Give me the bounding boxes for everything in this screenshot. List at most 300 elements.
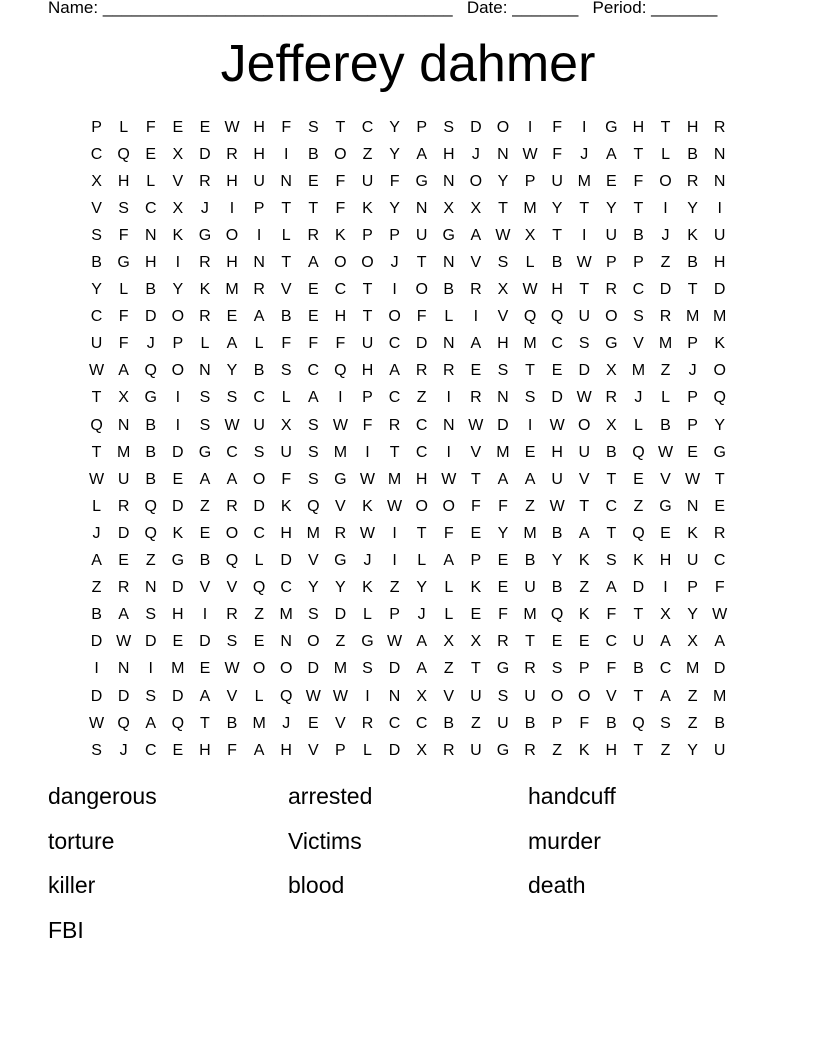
grid-letter: H [144, 254, 157, 272]
grid-letter: M [523, 335, 537, 353]
grid-letter: O [171, 362, 185, 380]
grid-letter: K [362, 579, 373, 597]
grid-letter: Q [632, 524, 645, 542]
grid-letter: E [307, 172, 319, 190]
grid-letter: A [660, 687, 671, 705]
grid-letter: W [359, 470, 376, 488]
grid-letter: Y [389, 199, 400, 217]
grid-letter: I [446, 443, 451, 461]
grid-letter: H [253, 118, 265, 136]
grid-letter: J [471, 145, 480, 163]
grid-letter: G [144, 389, 157, 407]
grid-letter: U [361, 335, 374, 353]
grid-letter: Q [550, 308, 564, 326]
grid-letter: A [91, 552, 102, 570]
grid-letter: M [333, 443, 348, 461]
grid-letter: T [633, 145, 644, 163]
grid-letter: R [524, 660, 536, 678]
grid-letter: X [172, 145, 184, 163]
grid-letter: F [552, 118, 563, 136]
grid-letter: E [551, 633, 563, 651]
grid-letter: X [687, 633, 698, 651]
grid-letter: C [415, 714, 428, 732]
grid-letter: T [200, 714, 210, 732]
grid-letter: D [117, 687, 130, 705]
grid-letter: Z [470, 714, 481, 732]
grid-letter: W [441, 470, 457, 488]
grid-letter: E [660, 524, 671, 542]
grid-letter: E [253, 633, 265, 651]
grid-letter: A [605, 579, 617, 597]
grid-letter: C [605, 633, 618, 651]
grid-letter: D [388, 741, 401, 759]
grid-letter: T [416, 524, 427, 542]
date-blank: _______ [512, 0, 579, 17]
grid-letter: V [578, 470, 590, 488]
grid-letter: S [253, 443, 265, 461]
grid-letter: N [442, 416, 455, 434]
grid-letter: T [633, 687, 644, 705]
grid-letter: M [523, 524, 537, 542]
grid-letter: Q [144, 524, 157, 542]
grid-letter: G [496, 660, 510, 678]
grid-letter: Y [91, 281, 102, 299]
grid-letter: O [334, 254, 347, 272]
grid-letter: T [525, 362, 535, 380]
grid-letter: F [335, 335, 346, 353]
grid-letter: W [224, 660, 240, 678]
grid-letter: T [687, 281, 698, 299]
grid-letter: E [524, 443, 536, 461]
grid-letter: B [551, 524, 563, 542]
grid-letter: E [605, 172, 617, 190]
grid-letter: W [359, 524, 376, 542]
grid-letter: J [92, 524, 101, 542]
grid-letter: E [307, 714, 319, 732]
grid-letter: I [256, 226, 262, 244]
grid-letter: M [658, 335, 673, 353]
grid-letter: U [632, 633, 645, 651]
grid-letter: E [118, 552, 129, 570]
grid-letter: E [172, 118, 184, 136]
grid-letter: M [306, 524, 320, 542]
word-bank-item: handcuff [528, 783, 616, 809]
grid-letter: H [713, 254, 726, 272]
grid-letter: U [117, 470, 130, 488]
grid-letter: P [253, 199, 265, 217]
grid-letter: T [91, 389, 102, 407]
grid-letter: X [91, 172, 102, 190]
grid-letter: S [199, 416, 211, 434]
grid-letter: B [443, 281, 455, 299]
grid-letter: R [659, 308, 672, 326]
period-blank: _______ [651, 0, 718, 17]
grid-letter: C [605, 497, 618, 515]
grid-letter: G [605, 335, 618, 353]
grid-letter: O [442, 497, 455, 515]
grid-letter: H [253, 145, 265, 163]
word-bank-item: arrested [288, 783, 373, 809]
grid-letter: A [253, 308, 265, 326]
grid-letter: Z [579, 579, 590, 597]
name-blank: _____________________________________ [102, 0, 453, 17]
grid-letter: M [333, 660, 348, 678]
grid-letter: G [171, 552, 185, 570]
grid-letter: D [90, 633, 103, 651]
grid-letter: D [90, 687, 103, 705]
grid-letter: T [714, 470, 725, 488]
grid-letter: X [416, 687, 427, 705]
grid-letter: I [527, 118, 533, 136]
grid-letter: I [582, 226, 587, 244]
grid-letter: R [470, 281, 482, 299]
grid-letter: N [497, 389, 509, 407]
grid-letter: Q [279, 687, 293, 705]
grid-letter: S [633, 308, 644, 326]
grid-letter: R [361, 714, 374, 732]
header-fields [48, 0, 717, 18]
grid-letter: X [443, 199, 455, 217]
grid-letter: I [446, 389, 451, 407]
grid-letter: H [172, 606, 184, 624]
grid-letter: X [118, 389, 129, 407]
grid-letter: I [392, 281, 397, 299]
word-bank-item: dangerous [48, 783, 157, 809]
grid-letter: X [605, 416, 617, 434]
grid-letter: L [661, 389, 670, 407]
grid-letter: H [415, 470, 428, 488]
grid-letter: S [443, 118, 455, 136]
grid-letter: W [332, 687, 348, 705]
grid-letter: N [713, 172, 726, 190]
grid-letter: A [307, 389, 319, 407]
grid-letter: R [226, 606, 238, 624]
grid-letter: D [172, 579, 184, 597]
grid-letter: O [279, 660, 293, 678]
grid-letter: O [496, 118, 510, 136]
grid-letter: J [390, 254, 399, 272]
grid-letter: W [576, 254, 592, 272]
grid-letter: W [576, 389, 592, 407]
grid-letter: Y [714, 416, 726, 434]
grid-letter: G [334, 552, 347, 570]
grid-letter: B [605, 714, 617, 732]
grid-letter: I [663, 579, 668, 597]
grid-letter: T [633, 741, 644, 759]
grid-letter: F [118, 226, 129, 244]
grid-letter: C [90, 145, 103, 163]
grid-letter: Y [605, 199, 617, 217]
grid-letter: F [579, 714, 590, 732]
grid-letter: O [307, 633, 320, 651]
grid-letter: F [335, 172, 346, 190]
grid-letter: D [713, 281, 726, 299]
grid-letter: C [307, 362, 320, 380]
grid-letter: D [172, 443, 184, 461]
grid-letter: S [145, 606, 157, 624]
grid-letter: H [551, 443, 563, 461]
grid-letter: T [308, 199, 319, 217]
grid-letter: N [199, 362, 211, 380]
grid-letter: D [632, 579, 645, 597]
grid-letter: U [497, 714, 509, 732]
grid-letter: E [470, 524, 482, 542]
grid-letter: X [497, 281, 509, 299]
grid-letter: C [253, 524, 265, 542]
grid-letter: H [117, 172, 130, 190]
grid-letter: Y [497, 524, 509, 542]
grid-letter: X [524, 226, 536, 244]
grid-letter: I [717, 199, 722, 217]
grid-letter: Q [90, 416, 103, 434]
grid-letter: C [144, 199, 157, 217]
grid-letter: M [631, 362, 646, 380]
grid-letter: D [415, 335, 428, 353]
grid-letter: P [362, 389, 373, 407]
grid-letter: G [198, 226, 212, 244]
grid-letter: E [307, 281, 319, 299]
grid-letter: K [280, 497, 292, 515]
grid-letter: C [713, 552, 726, 570]
grid-letter: G [605, 118, 618, 136]
grid-letter: I [175, 416, 181, 434]
grid-letter: Q [225, 552, 239, 570]
grid-letter: Q [632, 443, 645, 461]
grid-letter: Z [687, 687, 698, 705]
grid-letter: H [226, 254, 238, 272]
grid-letter: O [252, 470, 266, 488]
date-label: Date: [466, 0, 508, 17]
grid-letter: N [497, 145, 509, 163]
grid-letter: M [523, 199, 537, 217]
grid-letter: B [145, 281, 157, 299]
grid-letter: L [444, 579, 454, 597]
grid-letter: D [199, 145, 211, 163]
grid-letter: Q [713, 389, 726, 407]
grid-letter: W [88, 470, 105, 488]
grid-letter: S [362, 660, 373, 678]
grid-letter: T [281, 199, 292, 217]
grid-letter: T [552, 226, 563, 244]
grid-letter: Q [144, 497, 157, 515]
grid-letter: S [524, 389, 536, 407]
grid-letter: M [225, 281, 239, 299]
grid-letter: C [334, 281, 347, 299]
grid-letter: P [416, 118, 427, 136]
grid-letter: F [118, 308, 129, 326]
page-title: Jefferey dahmer [220, 35, 596, 93]
grid-letter: V [307, 552, 319, 570]
grid-letter: A [145, 714, 157, 732]
grid-letter: E [578, 633, 590, 651]
grid-letter: K [578, 741, 590, 759]
grid-letter: P [633, 254, 644, 272]
grid-letter: R [199, 254, 211, 272]
grid-letter: G [334, 470, 347, 488]
grid-letter: D [172, 497, 184, 515]
grid-letter: U [470, 687, 482, 705]
grid-letter: W [685, 470, 701, 488]
grid-letter: H [280, 741, 292, 759]
grid-letter: M [685, 308, 700, 326]
grid-letter: U [713, 226, 726, 244]
grid-letter: W [88, 362, 105, 380]
grid-letter: B [91, 254, 102, 272]
grid-letter: K [578, 606, 590, 624]
grid-letter: T [335, 118, 346, 136]
grid-letter: I [202, 606, 208, 624]
grid-letter: L [254, 335, 264, 353]
grid-letter: S [497, 687, 509, 705]
grid-letter: R [199, 172, 211, 190]
grid-letter: P [470, 552, 482, 570]
grid-letter: W [88, 714, 105, 732]
grid-letter: J [363, 552, 372, 570]
grid-letter: V [660, 470, 671, 488]
grid-letter: K [362, 497, 373, 515]
grid-letter: O [469, 172, 483, 190]
grid-letter: L [444, 308, 454, 326]
grid-letter: S [118, 199, 129, 217]
grid-letter: G [117, 254, 130, 272]
grid-letter: T [281, 254, 292, 272]
grid-letter: S [226, 633, 238, 651]
grid-letter: H [334, 308, 347, 326]
grid-letter: D [144, 633, 157, 651]
grid-letter: C [415, 416, 428, 434]
grid-letter: J [282, 714, 291, 732]
grid-letter: M [577, 172, 591, 190]
grid-letter: D [199, 633, 211, 651]
grid-letter: E [633, 470, 644, 488]
grid-letter: E [199, 660, 211, 678]
grid-letter: Q [171, 714, 185, 732]
grid-letter: C [388, 389, 401, 407]
grid-letter: F [714, 579, 725, 597]
grid-letter: N [686, 497, 699, 515]
grid-letter: T [633, 606, 644, 624]
grid-letter: Q [334, 362, 347, 380]
grid-letter: S [551, 660, 563, 678]
grid-letter: B [524, 552, 536, 570]
grid-letter: R [334, 524, 347, 542]
grid-letter: U [551, 172, 563, 190]
grid-letter: S [226, 389, 238, 407]
grid-letter: L [444, 606, 454, 624]
grid-letter: E [497, 579, 509, 597]
grid-letter: I [283, 145, 289, 163]
grid-letter: W [332, 416, 348, 434]
grid-letter: Z [335, 633, 346, 651]
grid-letter: D [253, 497, 265, 515]
grid-letter: R [253, 281, 265, 299]
grid-letter: R [117, 579, 130, 597]
grid-letter: B [633, 660, 644, 678]
grid-letter: X [470, 199, 482, 217]
grid-letter: K [633, 552, 644, 570]
grid-letter: Z [416, 389, 427, 407]
grid-letter: R [605, 281, 618, 299]
grid-letter: M [713, 308, 727, 326]
grid-letter: Z [443, 660, 454, 678]
grid-letter: V [470, 443, 482, 461]
grid-letter: I [148, 660, 153, 678]
grid-letter: N [117, 660, 130, 678]
grid-letter: U [524, 579, 536, 597]
grid-letter: W [549, 416, 565, 434]
grid-letter: W [305, 687, 321, 705]
grid-letter: U [578, 443, 591, 461]
grid-letter: W [116, 633, 132, 651]
grid-letter: P [578, 660, 590, 678]
grid-letter: W [387, 497, 403, 515]
grid-letter: B [524, 714, 536, 732]
grid-letter: D [497, 416, 509, 434]
grid-letter: Z [660, 254, 671, 272]
grid-letter: L [119, 118, 129, 136]
grid-letter: R [415, 362, 428, 380]
grid-letter: Q [117, 145, 130, 163]
grid-letter: T [91, 443, 102, 461]
grid-letter: H [659, 552, 672, 570]
grid-letter: E [307, 308, 319, 326]
word-bank-item: FBI [48, 916, 84, 943]
grid-letter: S [605, 552, 617, 570]
grid-letter: R [497, 633, 509, 651]
grid-letter: P [91, 118, 102, 136]
grid-letter: M [713, 687, 727, 705]
grid-letter: M [279, 606, 293, 624]
grid-letter: K [687, 524, 698, 542]
grid-letter: A [660, 633, 671, 651]
grid-letter: U [578, 308, 591, 326]
grid-letter: V [605, 687, 617, 705]
grid-letter: M [252, 714, 266, 732]
grid-letter: F [281, 335, 292, 353]
grid-letter: L [254, 687, 264, 705]
grid-letter: V [633, 335, 644, 353]
grid-letter: R [442, 362, 455, 380]
grid-letter: J [688, 362, 697, 380]
grid-letter: P [389, 226, 400, 244]
grid-letter: O [225, 226, 239, 244]
grid-letter: K [714, 335, 726, 353]
grid-letter: L [281, 389, 291, 407]
grid-letter: Q [550, 606, 564, 624]
grid-letter: O [225, 524, 239, 542]
grid-letter: C [388, 335, 401, 353]
grid-letter: F [470, 497, 481, 515]
grid-letter: U [415, 226, 428, 244]
grid-letter: B [687, 145, 698, 163]
grid-letter: X [605, 362, 617, 380]
grid-letter: Y [389, 118, 400, 136]
grid-letter: Z [660, 741, 671, 759]
grid-letter: S [307, 443, 319, 461]
grid-letter: I [175, 389, 181, 407]
grid-letter: T [633, 199, 644, 217]
grid-letter: X [280, 416, 292, 434]
grid-letter: V [226, 579, 238, 597]
grid-letter: L [146, 172, 156, 190]
grid-letter: A [389, 362, 400, 380]
grid-letter: N [144, 226, 157, 244]
grid-letter: Q [117, 714, 130, 732]
grid-letter: W [468, 416, 484, 434]
grid-letter: T [579, 199, 590, 217]
grid-letter: E [172, 470, 184, 488]
grid-letter: W [522, 145, 538, 163]
